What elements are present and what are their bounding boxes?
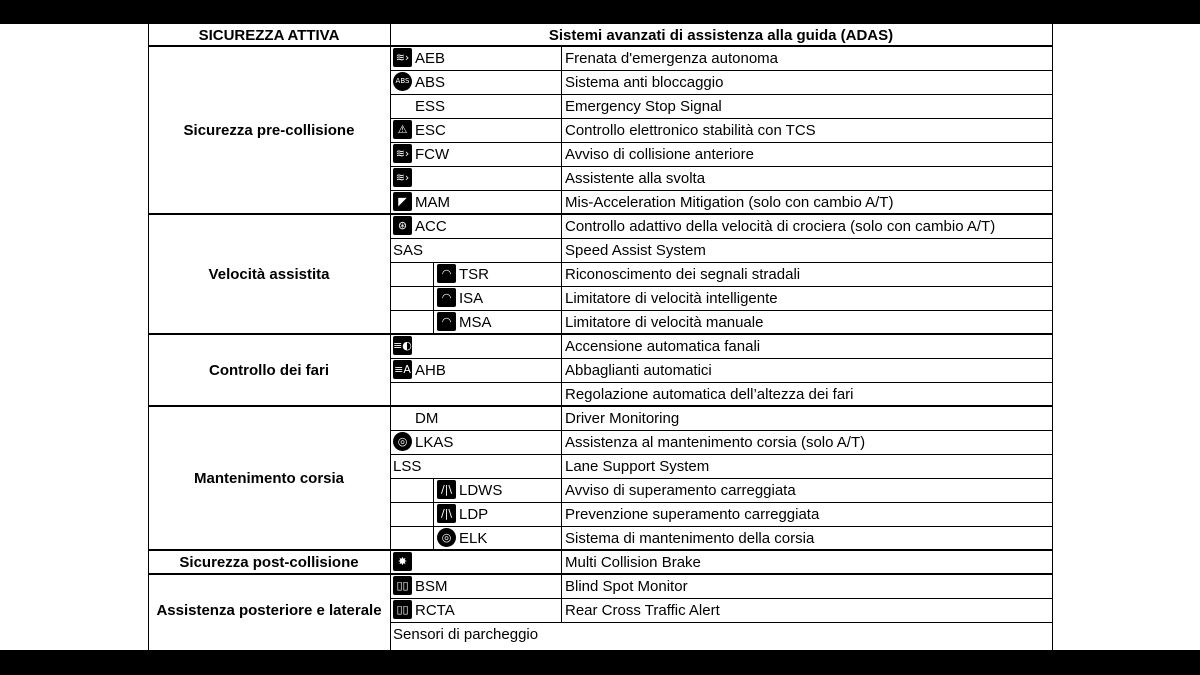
adas-description: Frenata d'emergenza autonoma bbox=[565, 50, 778, 67]
category-label: Mantenimento corsia bbox=[193, 469, 345, 487]
row-rule bbox=[390, 238, 1053, 239]
section-rule bbox=[148, 405, 1053, 407]
adas-code: TSR bbox=[459, 266, 489, 283]
radar-waves-icon: ≋› bbox=[393, 144, 412, 163]
row-rule bbox=[390, 94, 1053, 95]
adas-description: Rear Cross Traffic Alert bbox=[565, 602, 720, 619]
header-rule bbox=[148, 45, 1053, 47]
steering-wheel-icon: ◎ bbox=[437, 528, 456, 547]
adas-description: Abbaglianti automatici bbox=[565, 362, 712, 379]
row-rule bbox=[390, 190, 1053, 191]
row-rule bbox=[390, 118, 1053, 119]
adas-code: ISA bbox=[459, 290, 484, 307]
adas-code: BSM bbox=[415, 578, 448, 595]
adas-code: LSS bbox=[393, 458, 422, 475]
speedometer-icon: ◠ bbox=[437, 312, 456, 331]
row-rule bbox=[390, 526, 1053, 527]
adas-description: Limitatore di velocità intelligente bbox=[565, 290, 778, 307]
speedometer-icon: ◠ bbox=[437, 288, 456, 307]
adas-description: Assistente alla svolta bbox=[565, 170, 706, 187]
adas-code: AEB bbox=[415, 50, 446, 67]
adas-code: DM bbox=[415, 410, 439, 427]
adas-description: Avviso di collisione anteriore bbox=[565, 146, 754, 163]
category-label: Sicurezza pre-collisione bbox=[183, 121, 355, 139]
collision-burst-icon: ✸ bbox=[393, 552, 412, 571]
adas-code: AHB bbox=[415, 362, 446, 379]
radar-waves-icon: ≋› bbox=[393, 48, 412, 67]
lane-icon: /|\ bbox=[437, 504, 456, 523]
section-rule bbox=[148, 333, 1053, 335]
row-rule bbox=[390, 430, 1053, 431]
adas-description: Controllo adattivo della velocità di crociera (solo con cambio A/T) bbox=[565, 218, 996, 235]
row-rule bbox=[390, 262, 1053, 263]
row-rule bbox=[390, 166, 1053, 167]
section-rule bbox=[148, 573, 1053, 575]
adas-description: Assistenza al mantenimento corsia (solo A/T) bbox=[565, 434, 866, 451]
adas-code: SAS bbox=[393, 242, 424, 259]
pedal-icon: ◤ bbox=[393, 192, 412, 211]
adas-description: Riconoscimento dei segnali stradali bbox=[565, 266, 801, 283]
adas-code: RCTA bbox=[415, 602, 455, 619]
adas-description: Accensione automatica fanali bbox=[565, 338, 761, 355]
row-rule bbox=[390, 382, 1053, 383]
adas-code: LDWS bbox=[459, 482, 503, 499]
category-label: Sicurezza post-collisione bbox=[179, 553, 359, 571]
adas-description: Limitatore di velocità manuale bbox=[565, 314, 764, 331]
outer-left-border bbox=[148, 24, 149, 650]
adas-code: MAM bbox=[415, 194, 450, 211]
adas-description: Emergency Stop Signal bbox=[565, 98, 722, 115]
adas-description: Controllo elettronico stabilità con TCS bbox=[565, 122, 816, 139]
header-col2: Sistemi avanzati di assistenza alla guida (ADAS) bbox=[548, 27, 894, 44]
adas-code: Sensori di parcheggio bbox=[393, 626, 539, 643]
subrow-indent-line bbox=[433, 478, 434, 550]
adas-description: Sistema di mantenimento della corsia bbox=[565, 530, 815, 547]
category-label: Assistenza posteriore e laterale bbox=[156, 601, 382, 619]
adas-description: Multi Collision Brake bbox=[565, 554, 701, 571]
skidding-car-icon: ⚠ bbox=[393, 120, 412, 139]
section-rule bbox=[148, 549, 1053, 551]
adas-code: LKAS bbox=[415, 434, 454, 451]
speedometer-icon: ◠ bbox=[437, 264, 456, 283]
section-rule bbox=[148, 213, 1053, 215]
row-rule bbox=[390, 142, 1053, 143]
adas-code: ESC bbox=[415, 122, 446, 139]
adas-description: Avviso di superamento carreggiata bbox=[565, 482, 796, 499]
subrow-indent-line bbox=[433, 262, 434, 334]
adas-description: Speed Assist System bbox=[565, 242, 706, 259]
adas-code: MSA bbox=[459, 314, 492, 331]
category-label: Controllo dei fari bbox=[209, 361, 329, 379]
adas-code: ABS bbox=[415, 74, 446, 91]
header-col1: SICUREZZA ATTIVA bbox=[198, 27, 340, 44]
adas-code: FCW bbox=[415, 146, 450, 163]
category-label: Velocità assistita bbox=[208, 265, 330, 283]
side-cars-icon: ▯▯ bbox=[393, 600, 412, 619]
adas-description: Blind Spot Monitor bbox=[565, 578, 688, 595]
adas-code: ELK bbox=[459, 530, 488, 547]
row-rule bbox=[390, 598, 1053, 599]
side-cars-icon: ▯▯ bbox=[393, 576, 412, 595]
adas-description: Sistema anti bloccaggio bbox=[565, 74, 724, 91]
steering-wheel-icon: ◎ bbox=[393, 432, 412, 451]
row-rule bbox=[390, 286, 1053, 287]
adas-table-page bbox=[0, 24, 1200, 650]
adas-code: LDP bbox=[459, 506, 489, 523]
auto-highbeam-icon: ≡A bbox=[393, 360, 412, 379]
adas-description: Lane Support System bbox=[565, 458, 710, 475]
row-rule bbox=[390, 358, 1053, 359]
radar-waves-icon: ≋› bbox=[393, 168, 412, 187]
row-rule bbox=[390, 310, 1053, 311]
adas-description: Mis-Acceleration Mitigation (solo con cambio A/T) bbox=[565, 194, 894, 211]
adas-description: Prevenzione superamento carreggiata bbox=[565, 506, 820, 523]
adas-code: ESS bbox=[415, 98, 446, 115]
row-rule bbox=[390, 622, 1053, 623]
adas-code: ACC bbox=[415, 218, 447, 235]
row-rule bbox=[390, 454, 1053, 455]
row-rule bbox=[390, 502, 1053, 503]
adas-description: Regolazione automatica dell’altezza dei fari bbox=[565, 386, 854, 403]
adaptive-cruise-icon: ⊛ bbox=[393, 216, 412, 235]
row-rule bbox=[390, 70, 1053, 71]
headlight-icon: ≡◐ bbox=[393, 336, 412, 355]
abs-icon: ABS bbox=[393, 72, 412, 91]
lane-icon: /|\ bbox=[437, 480, 456, 499]
adas-description: Driver Monitoring bbox=[565, 410, 680, 427]
row-rule bbox=[390, 478, 1053, 479]
